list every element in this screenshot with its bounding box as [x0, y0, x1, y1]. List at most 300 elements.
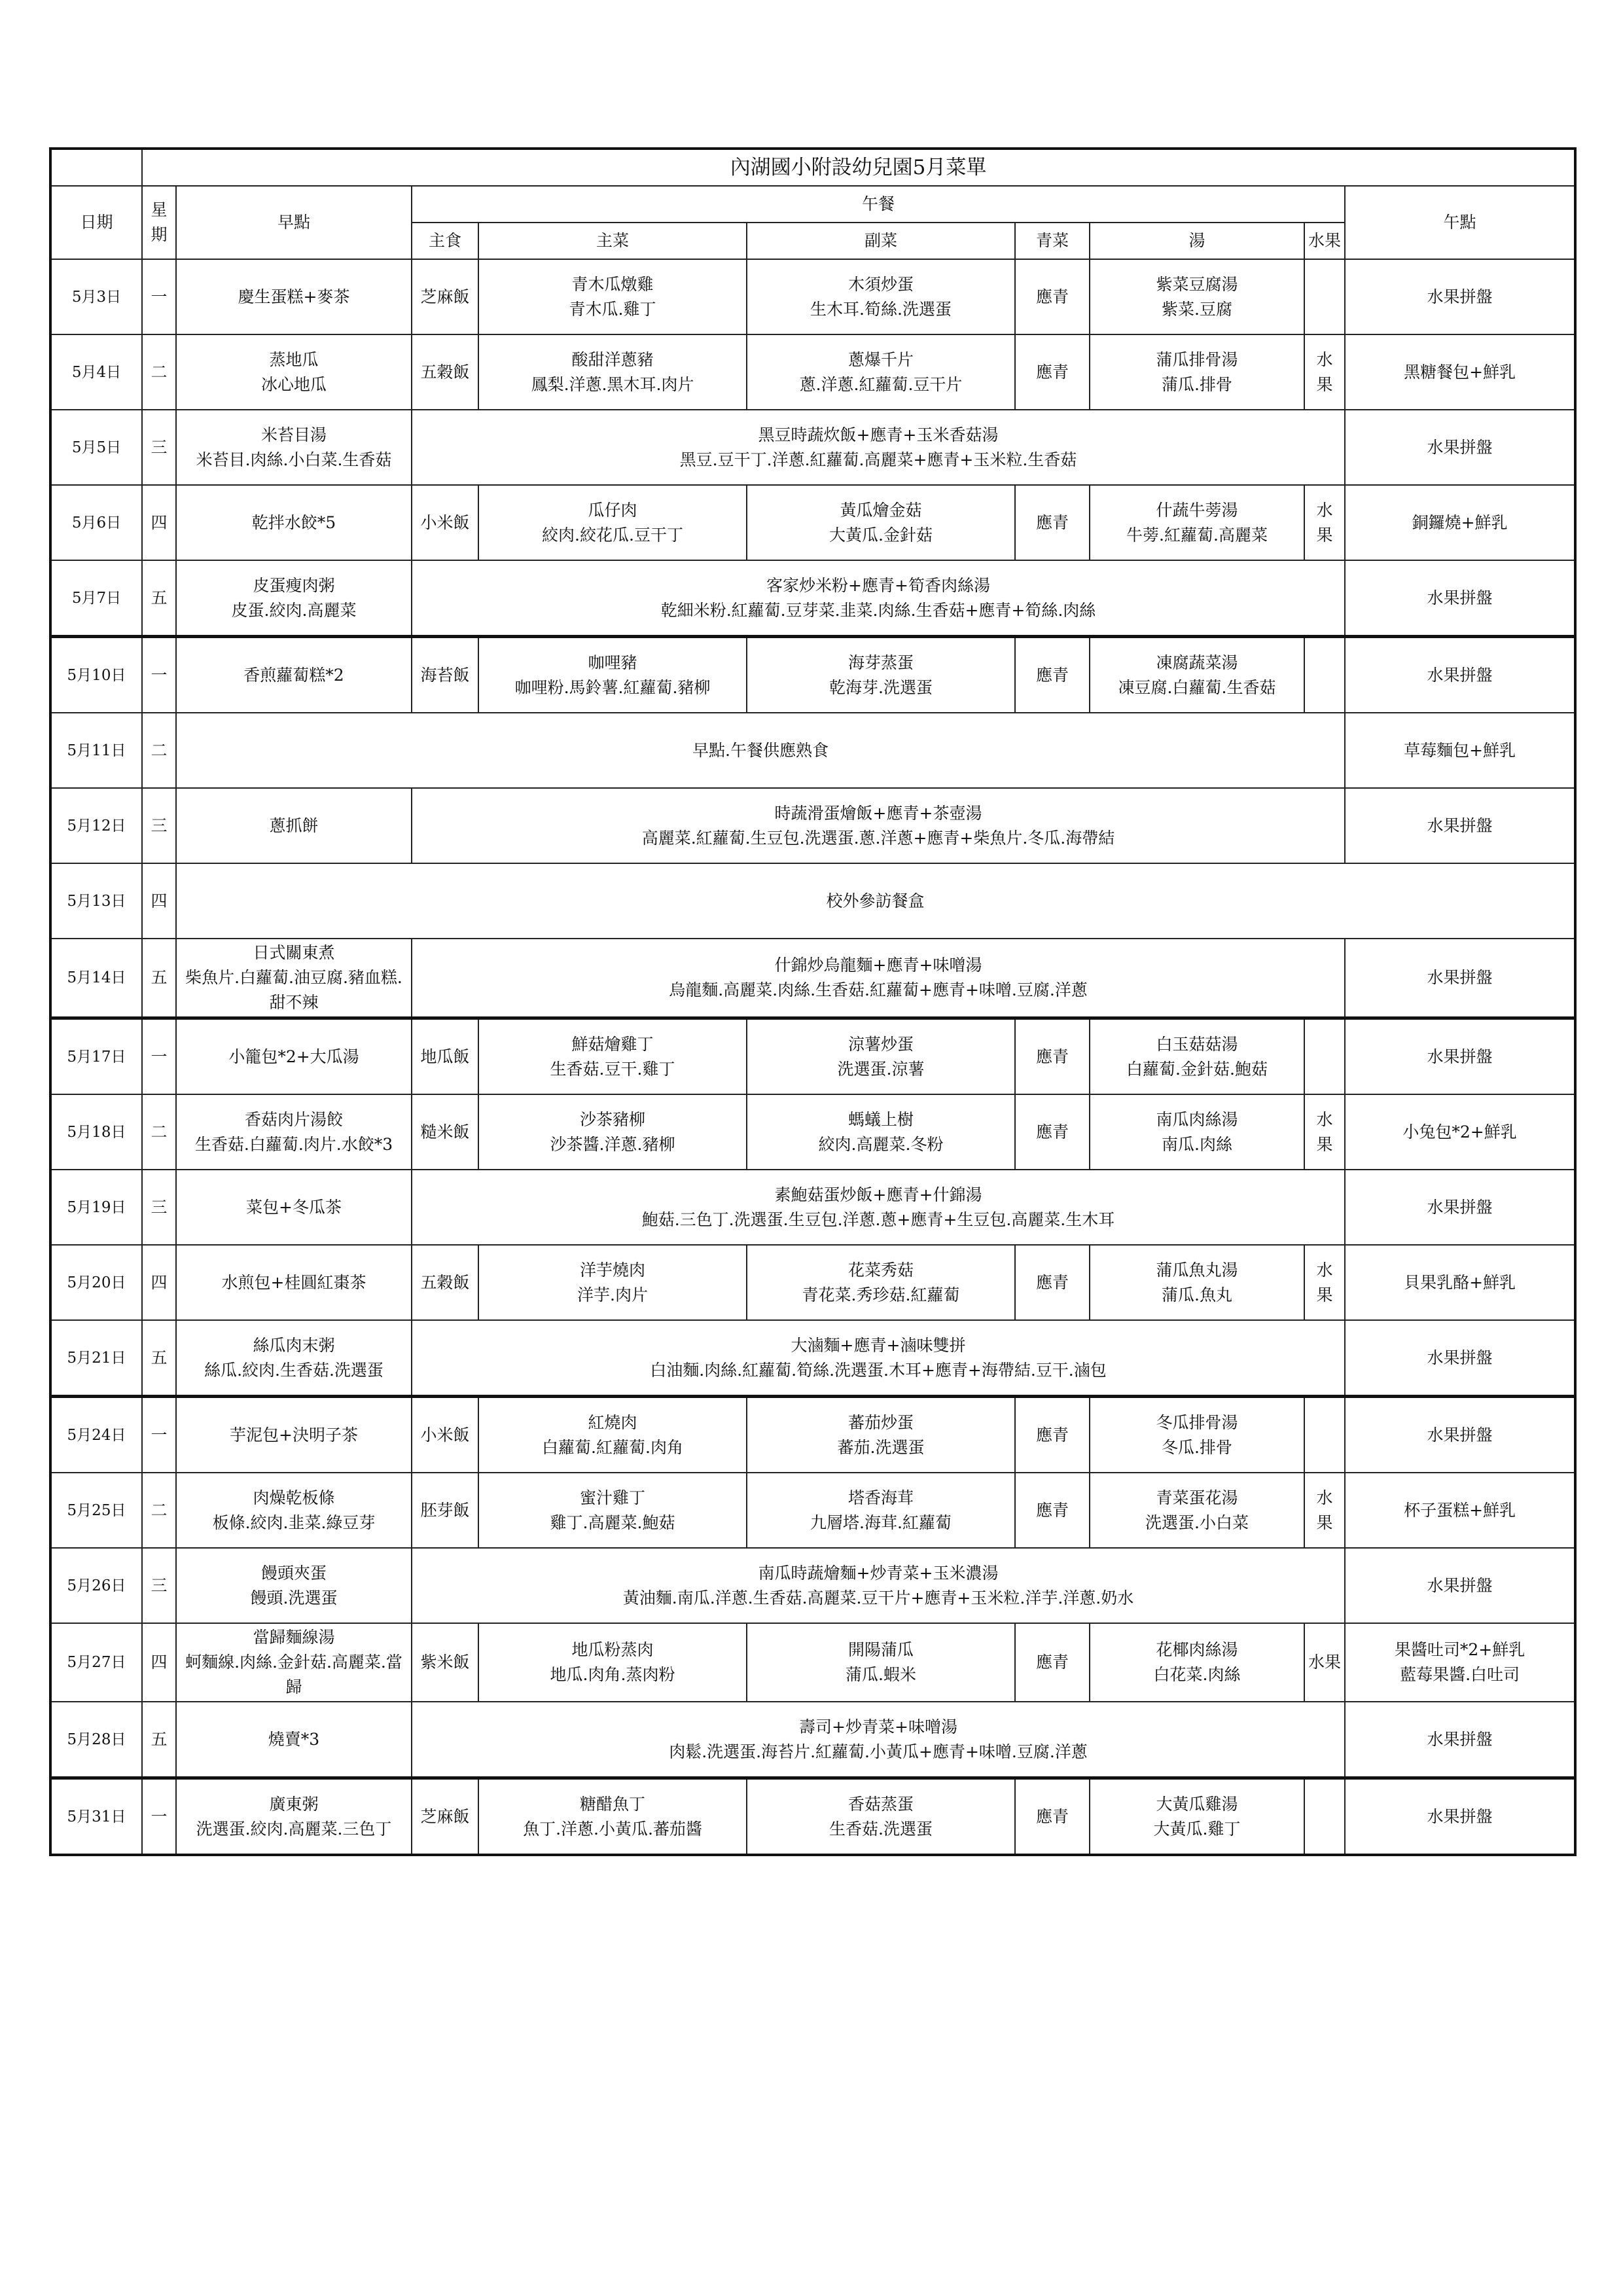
- side-dish-cell-line: 蒲瓜.蝦米: [846, 1665, 916, 1684]
- main-dish-cell: [478, 1094, 747, 1170]
- soup-cell-line: 白花菜.肉絲: [1153, 1665, 1241, 1684]
- header-veg: 青菜: [1015, 223, 1090, 259]
- weekday-cell: 一: [142, 259, 176, 334]
- snack-cell: [1345, 939, 1575, 1018]
- snack-cell-line: 水果拼盤: [1427, 1425, 1493, 1444]
- main-dish-cell-line: 瓜仔肉: [588, 500, 637, 520]
- weekday-cell: 二: [142, 1094, 176, 1170]
- breakfast-cell-line: 香菇肉片湯餃: [244, 1109, 343, 1129]
- snack-cell-line: 黑糖餐包+鮮乳: [1404, 362, 1516, 382]
- main-dish-cell: [478, 1397, 747, 1473]
- weekday-cell: 一: [142, 1397, 176, 1473]
- side-dish-cell-line: 黃瓜燴金菇: [840, 500, 922, 520]
- table-row: [50, 560, 1575, 637]
- weekday-cell: 四: [142, 863, 176, 939]
- soup-cell-line: 南瓜肉絲湯: [1156, 1109, 1238, 1129]
- date-cell: 5月24日: [50, 1397, 142, 1473]
- soup-cell: [1090, 1018, 1304, 1095]
- table-row: [50, 1320, 1575, 1397]
- soup-cell-line: 蒲瓜排骨湯: [1156, 350, 1238, 369]
- staple-cell: 糙米飯: [412, 1094, 478, 1170]
- table-row: [50, 334, 1575, 410]
- soup-cell-line: 什蔬牛蒡湯: [1156, 500, 1238, 520]
- weekday-cell: 一: [142, 1778, 176, 1856]
- side-dish-cell-line: 蕃茄.洗選蛋: [837, 1437, 925, 1457]
- breakfast-cell: [176, 788, 412, 863]
- fruit-cell-line: 果: [1316, 525, 1333, 545]
- soup-cell: [1090, 1397, 1304, 1473]
- table-row: [50, 788, 1575, 863]
- table-row: [50, 410, 1575, 485]
- table-row: [50, 485, 1575, 560]
- soup-cell-line: 凍腐蔬菜湯: [1156, 653, 1238, 672]
- all-day-cell: [176, 863, 1575, 939]
- breakfast-lunch-cell: [176, 713, 1345, 788]
- snack-cell-line: 小兔包*2+鮮乳: [1402, 1122, 1517, 1141]
- snack-cell-line: 果醬吐司*2+鮮乳: [1394, 1640, 1525, 1659]
- snack-cell: [1345, 1320, 1575, 1397]
- soup-cell-line: 白蘿蔔.金針菇.鮑菇: [1126, 1059, 1268, 1079]
- main-dish-cell-line: 洋芋.肉片: [577, 1285, 648, 1304]
- snack-cell: [1345, 560, 1575, 637]
- weekday-cell: 一: [142, 1018, 176, 1095]
- snack-cell: [1345, 1548, 1575, 1623]
- soup-cell: [1090, 1778, 1304, 1856]
- fruit-cell: [1304, 1094, 1345, 1170]
- weekday-cell: 四: [142, 485, 176, 560]
- breakfast-cell-line: 乾拌水餃*5: [251, 512, 336, 532]
- side-dish-cell: [747, 1397, 1015, 1473]
- date-cell: 5月20日: [50, 1245, 142, 1320]
- lunch-combined-cell: [412, 1170, 1345, 1245]
- breakfast-cell: [176, 1320, 412, 1397]
- soup-cell-line: 凍豆腐.白蘿蔔.生香菇: [1118, 677, 1276, 697]
- weekday-cell: 三: [142, 1548, 176, 1623]
- breakfast-cell: [176, 1170, 412, 1245]
- main-dish-cell-line: 地瓜粉蒸肉: [571, 1640, 654, 1659]
- fruit-cell: [1304, 1778, 1345, 1856]
- fruit-cell: [1304, 637, 1345, 713]
- soup-cell: [1090, 259, 1304, 334]
- side-dish-cell-line: 開陽蒲瓜: [847, 1640, 914, 1659]
- breakfast-cell-line: 饅頭.洗選蛋: [250, 1588, 338, 1607]
- snack-cell: [1345, 259, 1575, 334]
- side-dish-cell-line: 大黃瓜.金針菇: [829, 525, 933, 545]
- main-dish-cell-line: 魚丁.洋蔥.小黃瓜.蕃茄醬: [523, 1819, 702, 1839]
- lunch-combined-cell: [412, 1320, 1345, 1397]
- fruit-cell-line: 水: [1316, 500, 1333, 520]
- staple-cell: 芝麻飯: [412, 1778, 478, 1856]
- breakfast-cell-line: 絲瓜.絞肉.生香菇.洗選蛋: [204, 1360, 383, 1380]
- main-dish-cell-line: 鮮菇燴雞丁: [571, 1034, 654, 1054]
- date-cell: 5月21日: [50, 1320, 142, 1397]
- breakfast-cell-line: 菜包+冬瓜茶: [246, 1197, 342, 1217]
- soup-cell-line: 蒲瓜.魚丸: [1162, 1285, 1232, 1304]
- veg-cell: 應青: [1015, 1245, 1090, 1320]
- snack-cell-line: 水果拼盤: [1427, 287, 1493, 306]
- breakfast-cell: [176, 1397, 412, 1473]
- date-cell: 5月5日: [50, 410, 142, 485]
- date-cell: 5月18日: [50, 1094, 142, 1170]
- lunch-combined-cell-line: 客家炒米粉+應青+筍香肉絲湯: [766, 575, 990, 595]
- snack-cell-line: 銅鑼燒+鮮乳: [1412, 512, 1508, 532]
- table-row: [50, 1245, 1575, 1320]
- breakfast-cell-line: 慶生蛋糕+麥茶: [238, 287, 350, 306]
- veg-cell: 應青: [1015, 1397, 1090, 1473]
- header-date: 日期: [50, 186, 142, 259]
- lunch-combined-cell-line: 南瓜時蔬燴麵+炒青菜+玉米濃湯: [758, 1563, 999, 1583]
- side-dish-cell-line: 蔥.洋蔥.紅蘿蔔.豆干片: [799, 374, 963, 394]
- side-dish-cell-line: 絞肉.高麗菜.冬粉: [818, 1134, 944, 1154]
- lunch-combined-cell-line: 白油麵.肉絲.紅蘿蔔.筍絲.洗選蛋.木耳+應青+海帶結.豆干.滷包: [650, 1360, 1107, 1380]
- snack-cell-line: 水果拼盤: [1427, 437, 1493, 457]
- snack-cell-line: 水果拼盤: [1427, 665, 1493, 685]
- breakfast-cell: [176, 410, 412, 485]
- breakfast-cell-line: 洗選蛋.絞肉.高麗菜.三色丁: [196, 1819, 392, 1839]
- veg-cell: 應青: [1015, 259, 1090, 334]
- snack-cell: [1345, 485, 1575, 560]
- breakfast-cell: [176, 259, 412, 334]
- fruit-cell-line: 水: [1316, 1260, 1333, 1280]
- fruit-cell-line: 水: [1316, 1488, 1333, 1507]
- breakfast-cell: [176, 1094, 412, 1170]
- side-dish-cell-line: 洗選蛋.涼薯: [837, 1059, 925, 1079]
- weekday-cell: 二: [142, 334, 176, 410]
- side-dish-cell: [747, 259, 1015, 334]
- lunch-combined-cell-line: 黑豆時蔬炊飯+應青+玉米香菇湯: [758, 425, 999, 444]
- table-row: [50, 1473, 1575, 1548]
- weekday-cell: 三: [142, 788, 176, 863]
- breakfast-cell-line: 生香菇.白蘿蔔.肉片.水餃*3: [194, 1134, 393, 1154]
- soup-cell-line: 洗選蛋.小白菜: [1145, 1513, 1249, 1532]
- breakfast-cell-line: 米苔目湯: [260, 425, 327, 444]
- staple-cell: 海苔飯: [412, 637, 478, 713]
- main-dish-cell: [478, 259, 747, 334]
- snack-cell-line: 水果拼盤: [1427, 1047, 1493, 1066]
- main-dish-cell: [478, 637, 747, 713]
- lunch-combined-cell: [412, 1548, 1345, 1623]
- lunch-combined-cell-line: 壽司+炒青菜+味噌湯: [799, 1717, 957, 1736]
- breakfast-cell: [176, 1702, 412, 1778]
- soup-cell-line: 大黃瓜雞湯: [1156, 1794, 1238, 1814]
- breakfast-cell: [176, 1778, 412, 1856]
- lunch-combined-cell-line: 大滷麵+應青+滷味雙拼: [791, 1335, 966, 1355]
- main-dish-cell-line: 沙茶豬柳: [579, 1109, 645, 1129]
- main-dish-cell: [478, 1778, 747, 1856]
- soup-cell: [1090, 1094, 1304, 1170]
- side-dish-cell-line: 生木耳.筍絲.洗選蛋: [810, 299, 952, 319]
- side-dish-cell: [747, 334, 1015, 410]
- main-dish-cell-line: 白蘿蔔.紅蘿蔔.肉角: [542, 1437, 683, 1457]
- main-dish-cell-line: 紅燒肉: [588, 1412, 637, 1432]
- header-staple: 主食: [412, 223, 478, 259]
- breakfast-cell-line: 絲瓜肉末粥: [253, 1335, 335, 1355]
- table-row: [50, 259, 1575, 334]
- snack-cell: [1345, 1778, 1575, 1856]
- table-row: [50, 863, 1575, 939]
- weekday-cell: 五: [142, 939, 176, 1018]
- date-cell: 5月27日: [50, 1623, 142, 1702]
- fruit-cell: [1304, 1473, 1345, 1548]
- breakfast-cell-line: 米苔目.肉絲.小白菜.生香菇: [196, 450, 392, 469]
- fruit-cell: [1304, 485, 1345, 560]
- snack-cell: [1345, 1094, 1575, 1170]
- lunch-combined-cell-line: 什錦炒烏龍麵+應青+味噌湯: [774, 956, 982, 975]
- snack-cell: [1345, 1245, 1575, 1320]
- breakfast-cell-line: 當歸麵線湯: [253, 1628, 335, 1647]
- date-cell: 5月31日: [50, 1778, 142, 1856]
- lunch-combined-cell: [412, 788, 1345, 863]
- date-cell: 5月19日: [50, 1170, 142, 1245]
- snack-cell-line: 貝果乳酪+鮮乳: [1404, 1272, 1516, 1292]
- breakfast-lunch-cell-line: 早點.午餐供應熟食: [692, 740, 829, 760]
- header-fruit: 水果: [1304, 223, 1345, 259]
- side-dish-cell-line: 香菇蒸蛋: [847, 1794, 914, 1814]
- table-row: [50, 1702, 1575, 1778]
- breakfast-cell-line: 皮蛋瘦肉粥: [253, 575, 335, 595]
- breakfast-cell-line: 蒸地瓜: [269, 350, 319, 369]
- side-dish-cell: [747, 1245, 1015, 1320]
- soup-cell-line: 白玉菇菇湯: [1156, 1034, 1238, 1054]
- weekday-cell: 四: [142, 1245, 176, 1320]
- side-dish-cell: [747, 1094, 1015, 1170]
- lunch-combined-cell: [412, 939, 1345, 1018]
- soup-cell-line: 紫菜豆腐湯: [1156, 274, 1238, 294]
- title-blank-cell: [50, 149, 142, 186]
- snack-cell-line: 水果拼盤: [1427, 588, 1493, 607]
- table-row: [50, 1397, 1575, 1473]
- fruit-cell-line: 果: [1316, 1513, 1333, 1532]
- main-dish-cell-line: 咖哩粉.馬鈴薯.紅蘿蔔.豬柳: [514, 677, 711, 697]
- menu-title: 內湖國小附設幼兒園5月菜單: [142, 149, 1575, 186]
- side-dish-cell-line: 涼薯炒蛋: [847, 1034, 914, 1054]
- snack-cell: [1345, 1170, 1575, 1245]
- veg-cell: 應青: [1015, 1018, 1090, 1095]
- breakfast-cell-line: 小籠包*2+大瓜湯: [228, 1047, 359, 1066]
- breakfast-cell: [176, 1548, 412, 1623]
- side-dish-cell: [747, 1623, 1015, 1702]
- snack-cell: [1345, 637, 1575, 713]
- lunch-combined-cell-line: 黑豆.豆干丁.洋蔥.紅蘿蔔.高麗菜+應青+玉米粒.生香菇: [679, 450, 1077, 469]
- weekday-cell: 五: [142, 1320, 176, 1397]
- snack-cell: [1345, 713, 1575, 788]
- veg-cell: 應青: [1015, 485, 1090, 560]
- side-dish-cell-line: 乾海芽.洗選蛋: [829, 677, 933, 697]
- date-cell: 5月3日: [50, 259, 142, 334]
- fruit-cell-line: 水: [1316, 1109, 1333, 1129]
- all-day-cell-line: 校外參訪餐盒: [826, 891, 925, 910]
- header-soup: 湯: [1090, 223, 1304, 259]
- snack-cell-line: 水果拼盤: [1427, 968, 1493, 987]
- main-dish-cell-line: 雞丁.高麗菜.鮑菇: [550, 1513, 675, 1532]
- lunch-combined-cell-line: 素鮑菇蛋炒飯+應青+什錦湯: [774, 1185, 982, 1204]
- date-cell: 5月11日: [50, 713, 142, 788]
- header-weekday: 星期: [142, 186, 176, 259]
- table-row: [50, 1018, 1575, 1095]
- soup-cell: [1090, 1245, 1304, 1320]
- breakfast-cell-line: 蚵麵線.肉絲.金針菇.高麗菜.當歸: [185, 1653, 402, 1696]
- soup-cell-line: 牛蒡.紅蘿蔔.高麗菜: [1126, 525, 1268, 545]
- header-snack: 午點: [1345, 186, 1575, 259]
- snack-cell-line: 水果拼盤: [1427, 1806, 1493, 1826]
- side-dish-cell: [747, 1018, 1015, 1095]
- header-lunch: 午餐: [412, 186, 1345, 223]
- date-cell: 5月6日: [50, 485, 142, 560]
- breakfast-cell: [176, 1473, 412, 1548]
- weekday-cell: 二: [142, 1473, 176, 1548]
- side-dish-cell-line: 蔥爆千片: [847, 350, 914, 369]
- main-dish-cell-line: 糖醋魚丁: [579, 1794, 645, 1814]
- lunch-combined-cell: [412, 1702, 1345, 1778]
- side-dish-cell-line: 塔香海茸: [847, 1488, 914, 1507]
- main-dish-cell: [478, 334, 747, 410]
- side-dish-cell: [747, 637, 1015, 713]
- breakfast-cell: [176, 334, 412, 410]
- header-main: 主菜: [478, 223, 747, 259]
- soup-cell: [1090, 637, 1304, 713]
- staple-cell: 紫米飯: [412, 1623, 478, 1702]
- main-dish-cell-line: 地瓜.肉角.蒸肉粉: [550, 1665, 675, 1684]
- veg-cell: 應青: [1015, 637, 1090, 713]
- soup-cell-line: 花椰肉絲湯: [1156, 1640, 1238, 1659]
- side-dish-cell-line: 螞蟻上樹: [847, 1109, 914, 1129]
- table-row: [50, 637, 1575, 713]
- snack-cell: [1345, 1702, 1575, 1778]
- date-cell: 5月13日: [50, 863, 142, 939]
- veg-cell: 應青: [1015, 334, 1090, 410]
- table-row: [50, 939, 1575, 1018]
- date-cell: 5月14日: [50, 939, 142, 1018]
- breakfast-cell: [176, 485, 412, 560]
- date-cell: 5月12日: [50, 788, 142, 863]
- snack-cell: [1345, 788, 1575, 863]
- soup-cell-line: 青菜蛋花湯: [1156, 1488, 1238, 1507]
- breakfast-cell: [176, 1623, 412, 1702]
- date-cell: 5月10日: [50, 637, 142, 713]
- fruit-cell: 水果: [1304, 1623, 1345, 1702]
- fruit-cell: [1304, 1397, 1345, 1473]
- fruit-cell-line: 果: [1316, 374, 1333, 394]
- snack-cell-line: 水果拼盤: [1427, 1729, 1493, 1749]
- fruit-cell: [1304, 1245, 1345, 1320]
- lunch-combined-cell-line: 烏龍麵.高麗菜.肉絲.生香菇.紅蘿蔔+應青+味噌.豆腐.洋蔥: [669, 980, 1088, 999]
- date-cell: 5月28日: [50, 1702, 142, 1778]
- main-dish-cell-line: 洋芋燒肉: [579, 1260, 645, 1280]
- main-dish-cell-line: 絞肉.絞花瓜.豆干丁: [542, 525, 683, 545]
- soup-cell-line: 蒲瓜.排骨: [1162, 374, 1232, 394]
- lunch-combined-cell-line: 高麗菜.紅蘿蔔.生豆包.洗選蛋.蔥.洋蔥+應青+柴魚片.冬瓜.海帶結: [641, 828, 1115, 848]
- soup-cell-line: 大黃瓜.雞丁: [1153, 1819, 1241, 1839]
- breakfast-cell: [176, 560, 412, 637]
- staple-cell: 五穀飯: [412, 1245, 478, 1320]
- main-dish-cell: [478, 485, 747, 560]
- side-dish-cell: [747, 485, 1015, 560]
- main-dish-cell: [478, 1018, 747, 1095]
- weekday-cell: 五: [142, 560, 176, 637]
- date-cell: 5月25日: [50, 1473, 142, 1548]
- snack-cell-line: 藍莓果醬.白吐司: [1400, 1665, 1520, 1684]
- date-cell: 5月7日: [50, 560, 142, 637]
- snack-cell: [1345, 334, 1575, 410]
- soup-cell-line: 冬瓜.排骨: [1162, 1437, 1232, 1457]
- veg-cell: 應青: [1015, 1778, 1090, 1856]
- breakfast-cell-line: 板條.絞肉.韭菜.綠豆芽: [212, 1513, 376, 1532]
- snack-cell: [1345, 1397, 1575, 1473]
- veg-cell: 應青: [1015, 1473, 1090, 1548]
- side-dish-cell-line: 海芽蒸蛋: [847, 653, 914, 672]
- breakfast-cell-line: 香煎蘿蔔糕*2: [243, 665, 344, 685]
- table-row: [50, 1548, 1575, 1623]
- fruit-cell: [1304, 1018, 1345, 1095]
- breakfast-cell-line: 蔥抓餅: [269, 816, 319, 835]
- table-row: [50, 1623, 1575, 1702]
- main-dish-cell-line: 生香菇.豆干.雞丁: [550, 1059, 675, 1079]
- lunch-combined-cell: [412, 410, 1345, 485]
- fruit-cell-line: 果: [1316, 1134, 1333, 1154]
- snack-cell: [1345, 410, 1575, 485]
- staple-cell: 芝麻飯: [412, 259, 478, 334]
- menu-table: [49, 147, 1577, 1856]
- main-dish-cell: [478, 1245, 747, 1320]
- breakfast-cell-line: 水煎包+桂圓紅棗茶: [221, 1272, 366, 1292]
- snack-cell: [1345, 1623, 1575, 1702]
- header-side: 副菜: [747, 223, 1015, 259]
- table-row: [50, 713, 1575, 788]
- side-dish-cell: [747, 1778, 1015, 1856]
- staple-cell: 地瓜飯: [412, 1018, 478, 1095]
- side-dish-cell-line: 九層塔.海茸.紅蘿蔔: [810, 1513, 952, 1532]
- breakfast-cell: [176, 1018, 412, 1095]
- side-dish-cell-line: 青花菜.秀珍菇.紅蘿蔔: [802, 1285, 960, 1304]
- side-dish-cell-line: 花菜秀菇: [847, 1260, 914, 1280]
- table-row: [50, 1094, 1575, 1170]
- side-dish-cell-line: 生香菇.洗選蛋: [829, 1819, 933, 1839]
- side-dish-cell-line: 蕃茄炒蛋: [847, 1412, 914, 1432]
- weekday-cell: 三: [142, 410, 176, 485]
- breakfast-cell-line: 日式關東煮: [253, 943, 335, 962]
- weekday-cell: 三: [142, 1170, 176, 1245]
- main-dish-cell-line: 青木瓜燉雞: [571, 274, 654, 294]
- breakfast-cell-line: 廣東粥: [269, 1794, 319, 1814]
- snack-cell-line: 水果拼盤: [1427, 1197, 1493, 1217]
- snack-cell: [1345, 1018, 1575, 1095]
- snack-cell-line: 水果拼盤: [1427, 1575, 1493, 1595]
- lunch-combined-cell-line: 肉鬆.洗選蛋.海苔片.紅蘿蔔.小黃瓜+應青+味噌.豆腐.洋蔥: [669, 1742, 1088, 1761]
- staple-cell: 小米飯: [412, 1397, 478, 1473]
- breakfast-cell-line: 饅頭夾蛋: [260, 1563, 327, 1583]
- fruit-cell-line: 果: [1316, 1285, 1333, 1304]
- soup-cell: [1090, 485, 1304, 560]
- breakfast-cell-line: 芋泥包+決明子茶: [230, 1425, 358, 1444]
- weekday-cell: 二: [142, 713, 176, 788]
- snack-cell-line: 杯子蛋糕+鮮乳: [1404, 1500, 1516, 1520]
- breakfast-cell-line: 肉燥乾板條: [253, 1488, 335, 1507]
- breakfast-cell-line: 皮蛋.絞肉.高麗菜: [231, 600, 357, 620]
- fruit-cell: [1304, 334, 1345, 410]
- staple-cell: 胚芽飯: [412, 1473, 478, 1548]
- soup-cell-line: 紫菜.豆腐: [1162, 299, 1232, 319]
- main-dish-cell-line: 青木瓜.雞丁: [569, 299, 656, 319]
- table-row: [50, 1778, 1575, 1856]
- main-dish-cell-line: 咖哩豬: [588, 653, 637, 672]
- breakfast-cell: [176, 939, 412, 1018]
- snack-cell: [1345, 1473, 1575, 1548]
- main-dish-cell-line: 酸甜洋蔥豬: [571, 350, 654, 369]
- side-dish-cell: [747, 1473, 1015, 1548]
- veg-cell: 應青: [1015, 1094, 1090, 1170]
- lunch-combined-cell-line: 鮑菇.三色丁.洗選蛋.生豆包.洋蔥.蔥+應青+生豆包.高麗菜.生木耳: [641, 1210, 1115, 1229]
- lunch-combined-cell-line: 時蔬滑蛋燴飯+應青+茶壺湯: [774, 803, 982, 823]
